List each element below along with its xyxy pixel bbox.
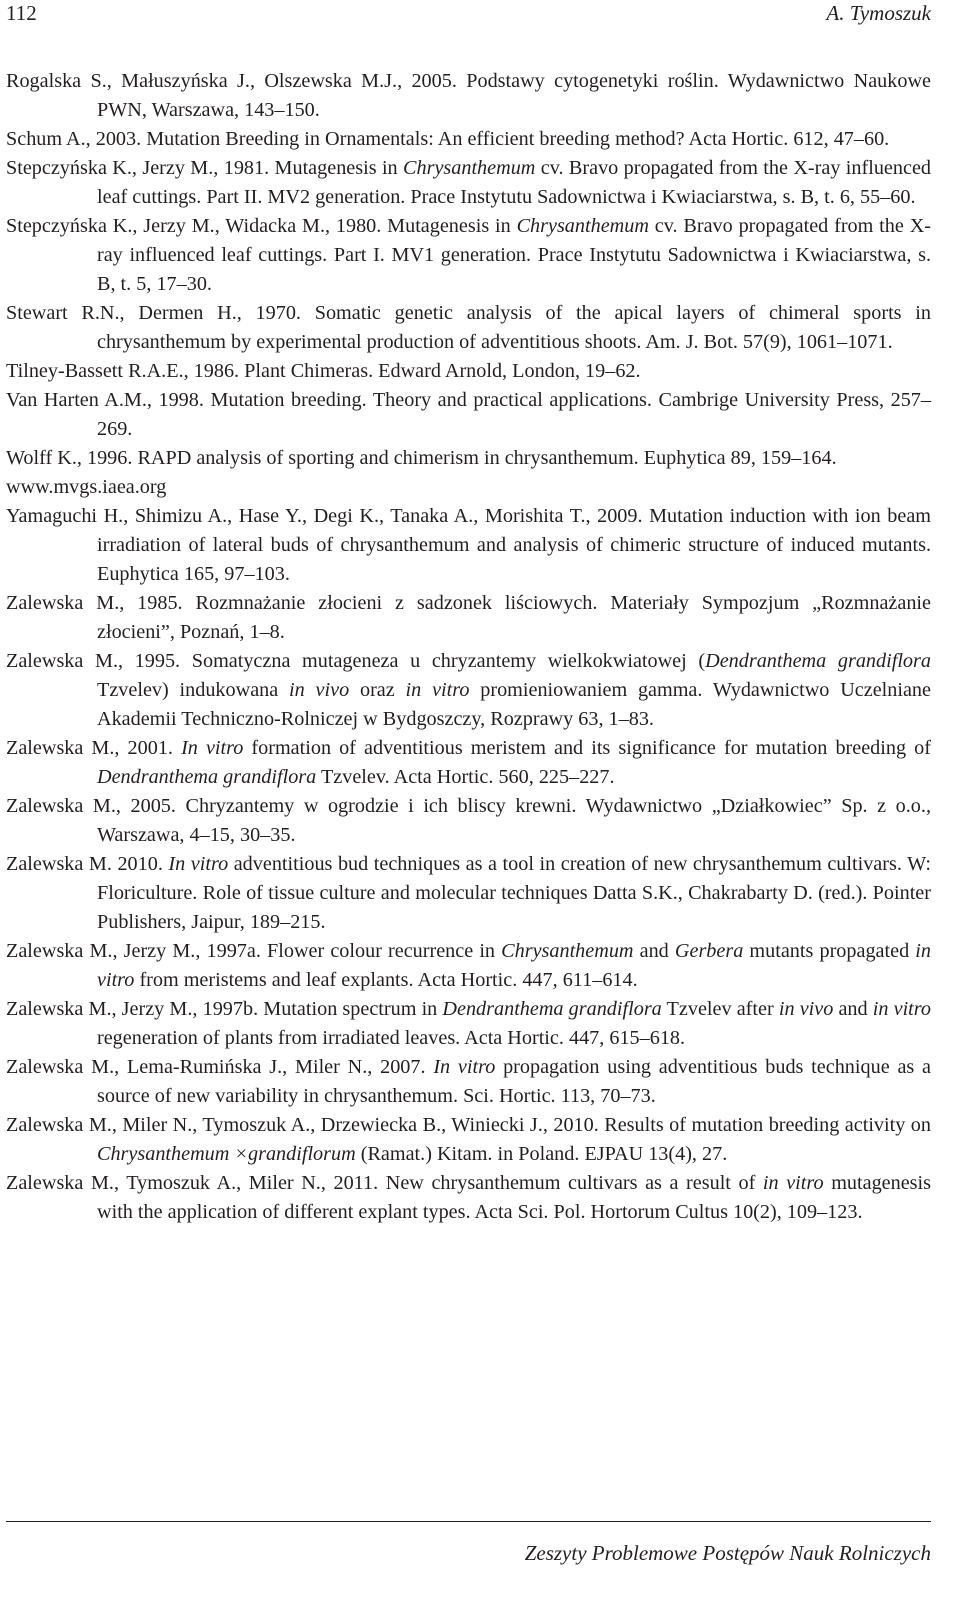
reference-text: promieniowaniem gamma. Wydawnictwo Uczelniane Akademii Techniczno-Rolniczej w Bydgoszczy, Rozprawy 63, 1–83. (97, 679, 931, 730)
reference-italic-text: in vitro (762, 1172, 824, 1194)
reference-italic-text: In vitro (433, 1056, 496, 1078)
reference-text: Zalewska M., Lema-Rumińska J., Miler N., 2007. (6, 1056, 434, 1078)
reference-entry (6, 937, 931, 995)
reference-italic-text: Chrysanthemum (501, 940, 634, 962)
reference-entry (6, 67, 931, 125)
reference-entry (6, 125, 931, 154)
reference-entry (6, 357, 931, 386)
reference-italic-text: Chrysanthemum ×grandiflorum (97, 1143, 356, 1165)
reference-italic-text: in vivo (289, 679, 350, 701)
reference-text: Zalewska M., Tymoszuk A., Miler N., 2011. New chrysanthemum cultivars as a result of (6, 1172, 763, 1194)
reference-text: Stewart R.N., Dermen H., 1970. Somatic genetic analysis of the apical layers of chimeral sports in chrysanthemum by experimental production of adventitious shoots. Am. J. Bot. 57(9), 1061–1071. (6, 302, 931, 353)
reference-entry (6, 734, 931, 792)
journal-title: Zeszyty Problemowe Postępów Nauk Rolniczych (524, 1541, 931, 1565)
reference-italic-text: Dendranthema grandiflora (705, 650, 931, 672)
reference-italic-text: in vitro (405, 679, 470, 701)
reference-text: Schum A., 2003. Mutation Breeding in Ornamentals: An efficient breeding method? Acta Hortic. 612, 47–60. (6, 128, 890, 150)
reference-text: cv. Bravo propagated from the X-ray influenced leaf cuttings. Part II. MV2 generation. Prace Instytutu Sadownictwa i Kwiaciarstwa, s. B, t. 6, 55–60. (97, 157, 931, 208)
running-head (6, 0, 931, 30)
reference-text: Zalewska M., 2001. (6, 737, 182, 759)
reference-text: (Ramat.) Kitam. in Poland. EJPAU 13(4), 27. (355, 1143, 728, 1165)
reference-italic-text: Dendranthema grandiflora (97, 766, 317, 788)
reference-text: regeneration of plants from irradiated leaves. Acta Hortic. 447, 615–618. (97, 1027, 686, 1049)
reference-entry (6, 1169, 931, 1227)
reference-text: Tzvelev) indukowana (97, 679, 290, 701)
reference-text: oraz (349, 679, 406, 701)
reference-text: Wolff K., 1996. RAPD analysis of sporting and chimerism in chrysanthemum. Euphytica 89, 159–164. (6, 447, 837, 469)
reference-entry (6, 1111, 931, 1169)
reference-italic-text: Dendranthema grandiflora (442, 998, 662, 1020)
reference-entry (6, 212, 931, 299)
reference-italic-text: in vitro (97, 940, 931, 991)
reference-entry (6, 386, 931, 444)
reference-text: Zalewska M., Jerzy M., 1997b. Mutation spectrum in (6, 998, 443, 1020)
reference-text: adventitious bud techniques as a tool in creation of new chrysanthemum cultivars. W: Floriculture. Role of tissue culture and molecular techniques Datta S.K., Chakrabarty D. (red.). Pointer Publishers, Jaipur, 189–215. (97, 853, 931, 933)
reference-italic-text: Gerbera (674, 940, 744, 962)
reference-text: Yamaguchi H., Shimizu A., Hase Y., Degi K., Tanaka A., Morishita T., 2009. Mutation induction with ion beam irradiation of lateral buds of chrysanthemum and analysis of chimeric structure of induced mutants. Euphytica 165, 97–103. (6, 505, 931, 585)
reference-text: mutants propagated (743, 940, 916, 962)
reference-text: www.mvgs.iaea.org (6, 476, 167, 498)
reference-text: and (633, 940, 675, 962)
reference-italic-text: In vitro (181, 737, 244, 759)
running-head-author: A. Tymoszuk (826, 1, 931, 25)
reference-entry (6, 792, 931, 850)
reference-text: cv. Bravo propagated from the X-ray influenced leaf cuttings. Part I. MV1 generation. Prace Instytutu Sadownictwa i Kwiaciarstwa, s. B, t. 5, 17–30. (97, 215, 931, 295)
reference-text: Van Harten A.M., 1998. Mutation breeding. Theory and practical applications. Cambrige University Press, 257–269. (6, 389, 931, 440)
reference-text: Stepczyńska K., Jerzy M., Widacka M., 1980. Mutagenesis in (6, 215, 517, 237)
reference-text: Zalewska M., Jerzy M., 1997a. Flower colour recurrence in (6, 940, 502, 962)
reference-entry (6, 995, 931, 1053)
reference-italic-text: In vitro (168, 853, 229, 875)
reference-text: and (833, 998, 873, 1020)
reference-italic-text: in vivo (778, 998, 834, 1020)
reference-entry (6, 647, 931, 734)
reference-entry (6, 444, 931, 473)
reference-text: formation of adventitious meristem and its significance for mutation breeding of (243, 737, 931, 759)
reference-italic-text: Chrysanthemum (403, 157, 536, 179)
reference-italic-text: Chrysanthemum (516, 215, 649, 237)
reference-list (6, 67, 931, 1227)
reference-entry (6, 850, 931, 937)
reference-text: mutagenesis with the application of different explant types. Acta Sci. Pol. Hortorum Cultus 10(2), 109–123. (97, 1172, 931, 1223)
reference-entry (6, 1053, 931, 1111)
reference-text: Zalewska M., 2005. Chryzantemy w ogrodzie i ich bliscy krewni. Wydawnictwo „Działkowiec” Sp. z o.o., Warszawa, 4–15, 30–35. (6, 795, 931, 846)
reference-text: Tzvelev after (661, 998, 779, 1020)
reference-text: Zalewska M. 2010. (6, 853, 169, 875)
reference-text: Zalewska M., 1985. Rozmnażanie złocieni z sadzonek liściowych. Materiały Sympozjum „Rozmnażanie złocieni”, Poznań, 1–8. (6, 592, 931, 643)
reference-text: propagation using adventitious buds technique as a source of new variability in chrysanthemum. Sci. Hortic. 113, 70–73. (97, 1056, 931, 1107)
reference-text: Rogalska S., Małuszyńska J., Olszewska M.J., 2005. Podstawy cytogenetyki roślin. Wydawnictwo Naukowe PWN, Warszawa, 143–150. (6, 70, 931, 121)
reference-entry (6, 473, 931, 502)
footer-rule (6, 1521, 931, 1522)
reference-text: Tzvelev. Acta Hortic. 560, 225–227. (316, 766, 615, 788)
reference-text: Zalewska M., 1995. Somatyczna mutageneza u chryzantemy wielkokwiatowej ( (6, 650, 706, 672)
reference-text: Zalewska M., Miler N., Tymoszuk A., Drzewiecka B., Winiecki J., 2010. Results of mutation breeding activity on (6, 1114, 931, 1136)
reference-entry (6, 299, 931, 357)
reference-text: Stepczyńska K., Jerzy M., 1981. Mutagenesis in (6, 157, 404, 179)
reference-text: Tilney-Bassett R.A.E., 1986. Plant Chimeras. Edward Arnold, London, 19–62. (6, 360, 641, 382)
reference-text: from meristems and leaf explants. Acta Hortic. 447, 611–614. (134, 969, 638, 991)
reference-entry (6, 589, 931, 647)
reference-entry (6, 154, 931, 212)
reference-italic-text: in vitro (872, 998, 931, 1020)
reference-entry (6, 502, 931, 589)
page-number: 112 (6, 1, 37, 25)
